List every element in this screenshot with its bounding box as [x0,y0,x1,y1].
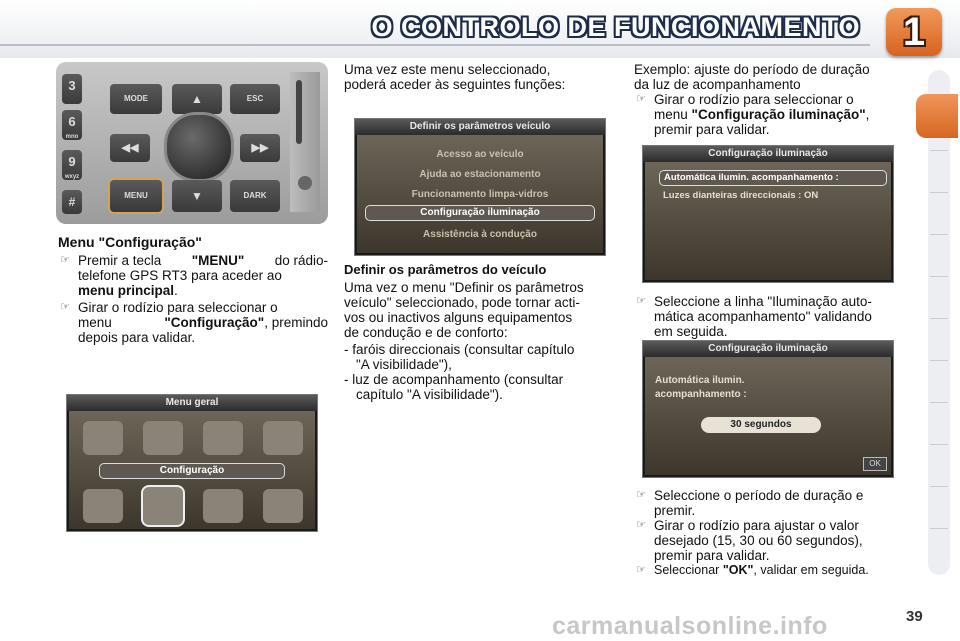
screen-title: Menu geral [67,395,317,411]
instruction-text: . [174,283,178,298]
preset-6-button[interactable] [62,110,82,140]
rewind-icon[interactable]: ◀◀ [110,134,150,162]
instruction-text: Seleccionar [654,563,720,577]
pointing-hand-icon: ☞ [60,254,70,266]
audio-icon [83,489,123,523]
instruction-bullet [634,518,908,566]
preset-6-label: 6 [68,114,76,129]
intro-text: poderá aceder às seguintes funções: [344,77,566,92]
screen-icon [263,489,303,523]
instruction-text: , validar em seguida. [753,563,869,577]
chapter-tab-divider [930,318,948,319]
intro-paragraph [344,62,614,92]
menu-item[interactable]: Funcionamento limpa-vidros [411,189,549,200]
radio-control-photo [56,62,328,224]
preset-9-letters: wxyz [64,174,80,180]
intro-text: Exemplo: ajuste do período de duração [634,62,870,77]
intro-line [344,62,614,77]
navigation-icon [83,421,123,455]
screen-title: Configuração iluminação [643,146,893,162]
notepad-icon [263,421,303,455]
screen-body [357,135,603,253]
header-rule [0,44,870,46]
telephone-icon [143,421,183,455]
setting-label: acompanhamento : [655,389,747,400]
chapter-tab-divider [930,444,948,445]
pointing-hand-icon: ☞ [60,301,70,313]
dark-button[interactable]: DARK [230,180,280,212]
chapter-tab-divider [930,192,948,193]
up-arrow-button[interactable]: ▲ [172,84,222,114]
chapter-number: 1 [902,10,926,54]
settings-sliders-icon [143,487,183,525]
instruction-text: em seguida. [654,324,728,339]
instruction-bullet [634,92,908,140]
instruction-text: , [865,107,870,122]
computer-icon [203,421,243,455]
instruction-bullet [58,253,328,303]
ok-button[interactable]: OK [863,457,887,471]
ok-term: "OK" [722,563,754,577]
chapter-tab-divider [930,360,948,361]
card-slot-panel [290,72,320,212]
chapter-nav-rail [928,70,950,575]
instruction-bullet [634,488,908,520]
chapter-tab-active[interactable] [916,94,958,138]
chapter-tab-divider [930,150,948,151]
instruction-text: depois para validar. [78,330,196,345]
instruction-text: menu [654,107,688,122]
list-item-cont: "A visibilidade"), [356,357,452,372]
pointing-hand-icon: ☞ [636,489,646,501]
page-header [0,0,960,58]
instruction-text: premir para validar. [654,548,770,563]
paragraph-line: veículo" seleccionado, pode tornar acti- [344,295,580,310]
pointing-hand-icon: ☞ [636,93,646,105]
instruction-text: telefone GPS RT3 para aceder ao [78,268,282,283]
menu-item[interactable]: Luzes dianteiras direccionais : ON [663,190,819,201]
menu-config-heading: Menu "Configuração" [58,234,202,250]
instruction-text: Girar o rodízio para seleccionar o [654,92,854,107]
instruction-bullet [634,563,908,579]
chapter-tab-divider [930,486,948,487]
duration-value-field[interactable]: 30 segundos [701,417,821,433]
instruction-text: do rádio- [274,253,328,268]
light-config-term: "Configuração iluminação" [691,107,866,122]
eject-knob[interactable] [298,176,312,190]
watermark: carmanualsonline.info [552,612,828,640]
preset-6-letters: mno [65,134,79,140]
instruction-text: , premindo [264,315,328,330]
instruction-bullet [58,300,328,350]
screen-main-menu [66,394,318,532]
chapter-tab-divider [930,234,948,235]
instruction-text: Seleccione o período de duração e [654,488,864,503]
main-menu-term: menu principal [78,283,175,298]
pointing-hand-icon: ☞ [636,519,646,531]
intro-text: Uma vez este menu seleccionado, [344,62,551,77]
instruction-text: premir para validar. [654,122,770,137]
map-icon [203,489,243,523]
menu-item-selected[interactable]: Automática ilumin. acompanhamento : [659,170,887,186]
instruction-text: menu [78,315,112,330]
card-slot [296,80,302,144]
menu-item[interactable]: Acesso ao veículo [436,149,524,160]
paragraph-line: de condução e de conforto: [344,325,508,340]
vehicle-params-paragraph [344,280,616,402]
screen-vehicle-params [354,118,606,256]
intro-text: da luz de acompanhamento [634,77,801,92]
menu-selected-configuracao[interactable]: Configuração [99,463,285,479]
screen-body [645,357,891,475]
menu-item-selected[interactable]: Configuração iluminação [365,205,595,221]
screen-body [645,162,891,280]
screen-light-config [642,145,894,283]
menu-key-name: "MENU" [191,253,245,268]
screen-body [69,411,315,529]
instruction-text: desejado (15, 30 ou 60 segundos), [654,533,863,548]
paragraph-line: vos ou inactivos alguns equipamentos [344,310,573,325]
example-intro [634,62,908,92]
chapter-tab-divider [930,528,948,529]
instruction-text: mática acompanhamento" validando [654,309,872,324]
rotary-dial[interactable] [164,112,234,182]
list-item: - luz de acompanhamento (consultar [344,372,564,387]
hash-button[interactable]: # [62,190,82,214]
paragraph-line: Uma vez o menu "Definir os parâmetros [344,280,584,295]
menu-button[interactable]: MENU [110,180,162,212]
mode-button[interactable]: MODE [110,84,162,114]
esc-button[interactable]: ESC [230,84,280,114]
chapter-tab-divider [930,276,948,277]
fast-forward-icon[interactable]: ▶▶ [240,134,280,162]
vehicle-params-heading: Definir os parâmetros do veículo [344,262,547,277]
list-item: - faróis direccionais (consultar capítulo [344,342,575,357]
screen-title: Definir os parâmetros veículo [355,119,605,135]
pointing-hand-icon: ☞ [636,295,646,307]
preset-9-button[interactable] [62,150,82,180]
menu-item[interactable]: Assistência à condução [423,229,537,240]
pointing-hand-icon: ☞ [636,564,646,576]
chapter-badge [886,8,942,56]
setting-label: Automática ilumin. [655,375,745,386]
screen-title: Configuração iluminação [643,341,893,357]
chapter-tab-divider [930,402,948,403]
instruction-text: Premir a tecla [78,253,162,268]
config-menu-term: "Configuração" [164,315,265,330]
instruction-text: premir. [654,503,696,518]
instruction-text: Seleccione a linha "Iluminação auto- [654,294,872,309]
down-arrow-button[interactable]: ▼ [172,180,222,212]
preset-keys [62,74,84,214]
page-number: 39 [906,608,923,625]
preset-9-label: 9 [68,154,76,169]
list-item-cont: capítulo "A visibilidade"). [356,387,503,402]
instruction-text: Girar o rodízio para ajustar o valor [654,518,859,533]
instruction-bullet [634,294,908,342]
preset-3-button[interactable]: 3 [62,74,82,104]
menu-item[interactable]: Ajuda ao estacionamento [419,169,541,180]
instruction-text: Girar o rodízio para seleccionar o [78,300,278,315]
screen-duration [642,340,894,478]
page-title: O CONTROLO DE FUNCIONAMENTO [371,12,860,42]
